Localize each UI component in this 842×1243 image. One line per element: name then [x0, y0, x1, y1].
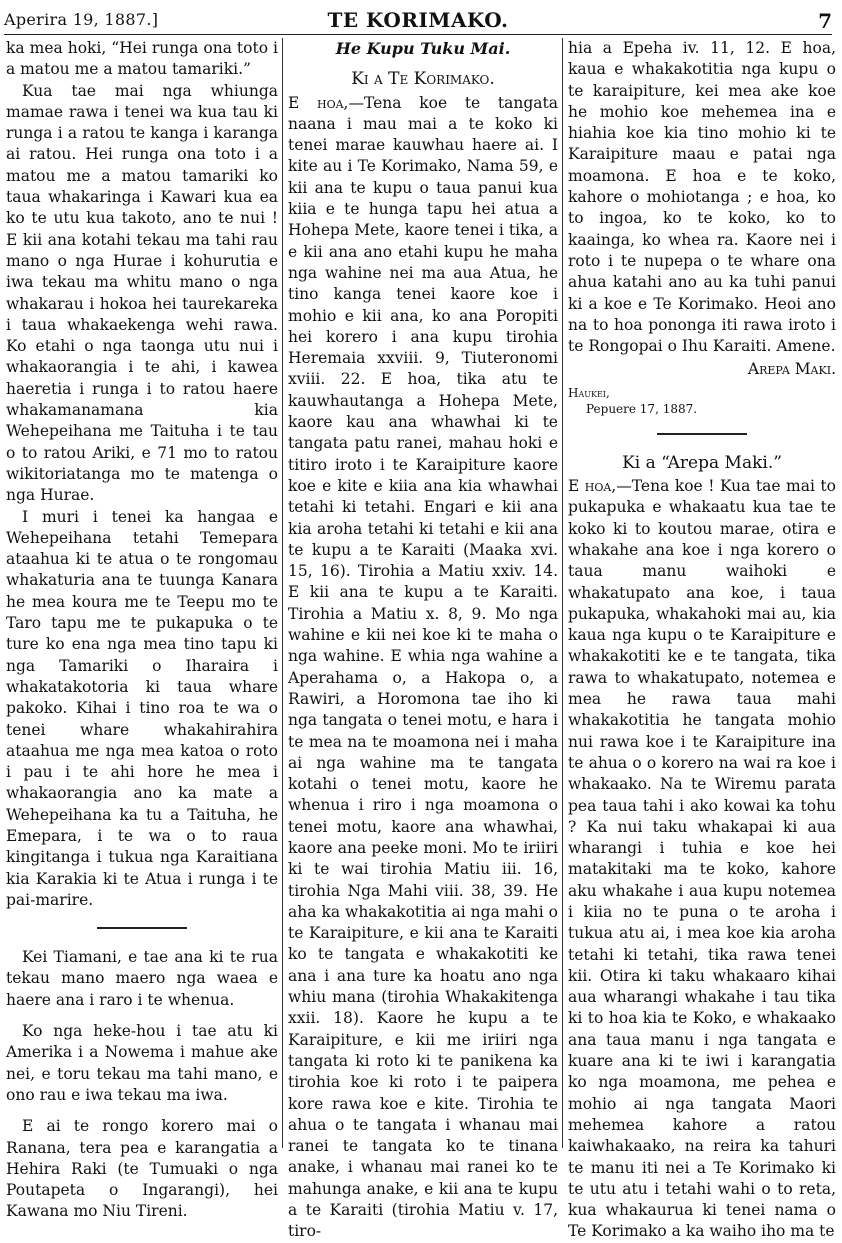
column-divider-2	[562, 38, 563, 1148]
section-separator	[657, 433, 747, 435]
masthead-title: TE KORIMAKO.	[327, 8, 509, 32]
page-header	[4, 6, 832, 34]
news-item: E ai te rongo korero mai o Ranana, tera pea e karangatia a Hehira Raki (te Tumuaki o nga Poutapeta o Ingarangi), hei Kawana mo Niu Tireni.	[6, 1117, 278, 1221]
letter-text: —Tena koe ! Kua tae mai to pukapuka e whakaatu kua tae te koko ki to koutou marae, otira e whakahe ana koe i nga korero o taua manu waihoki e whakatupato ana koe, i taua pukapuka, whakahoki mai au, kia kaua nga kupu o te Karaipiture e whakakotiti ke e te tangata, tika rawa to whakatupato, notemea e mea he rawa taua mahi whakakotitia he tangata mohio nui rawa koe i te Karaipiture ina te ahua o o korero na wai ra koe i whakaako. Na te Wiremu parata pea taua tahi i ako kowai ka tohu ? Ka nui taku whakapai ki aua wharangi i tuhia e koe hei matakitaki ma te koko, kahore aku whakahe i aua kupu notemea i kiia no te puna o te aroha i tukua atu ai, i mea koe kia aroha tetahi ki tetahi, tika rawa tenei kii. Otira ki taku whakaaro kihai aua wharangi whakahe i tau tika ki to hoa kia te Koko, e whakaako ana taua manu i nga tangata e kuare ana ki te iwi i karangatia ko nga moamona, me pehea e mohio ai nga tangata Maori mehemea kahore a ratou kaiwhakaako, na reira ka tahuri te manu iti nei a Te Korimako ki te utu atu i tetahi wahi o to reta, kua whakaurua ki tenei nama o Te Korimako a ka waiho iho ma te	[568, 477, 836, 1241]
letter-continuation: hia a Epeha iv. 11, 12. E hoa, kaua e whakakotitia nga kupu o te karaipiture, kei mea ake koe he mohio koe mehemea ina e hiahia koe kia tino mohio ki te Karaipiture maau e patai nga moamona. E hoa e te koko, kahore o mohiotanga ; e hoa, ko to ingoa, ko te koko, ko to kaainga, ko whea ra. Kaore nei i roto i te nupepa o te whare ona ahua katahi ano au ka tuhi panui ki a koe e Te Korimako. Heoi ano na to hoa pononga iti rawa iroto i te Rongopai o Ihu Karaiti. Amene.	[568, 39, 836, 356]
header-rule	[4, 34, 832, 35]
section-heading: He Kupu Tuku Mai.	[335, 39, 511, 58]
column-divider-1	[282, 38, 283, 1148]
article-paragraph: Kua tae mai nga whiunga mamae rawa i tenei wa kua tau ki runga i a ratou te kanga i karanga ai ratou. Hei runga ona toto i a matou me a matou tamariki ko taua whakaringa i Kawari kua ea ko te utu kua takoto, ano te nui ! E kii ana kotahi tekau ma tahi rau mano o nga Hurae i kohurutia e iwa tekau ma whitu mano o nga whakarau i hokoa hei taurekareka i taua whakaekenga wehi rawa. Ko etahi o nga taonga utu nui i whakaorangia i te ahi, i kawea haeretia i runga i to ratou haere whakamanamana kia Wehepeihana me Taituha i te tau o to ratou Ariki, e 71 mo to ratou wikitoriatanga mo te matenga o nga Hurae.	[6, 81, 278, 505]
news-item: Ko nga heke-hou i tae atu ki Amerika i a Nowema i mahue ake nei, e toru tekau ma tahi mano, e ono rau e iwa tekau ma iwa.	[6, 1022, 278, 1104]
section-separator	[97, 927, 187, 929]
column-3	[568, 38, 836, 1241]
issue-date: Aperira 19, 1887.]	[4, 10, 159, 29]
article-paragraph: I muri i tenei ka hangaa e Wehepeihana tetahi Temepara ataahua ki te atua o te rongomau whakaturia ana te tuunga Kanara he mea koura me te Teepu mo te Taro tapu me te pukapuka o te ture ko ena nga mea tino tapu ki nga Tamariki o Iharaira i whakatakotoria ki taua whare pakoko. Kihai i tino roa te wa o tenei whare whakahirahira ataahua me nga mea katoa o roto i pau i te ahi hore he mea i whakaorangia ano ka mate a Wehepeihana ka tu a Taituha, he Emepara, i te wa o to raua kingitanga i tukua nga Karaitiana kia Karakia ki te Atua i runga i te pai-marire.	[6, 507, 278, 909]
column-2	[288, 38, 558, 1241]
letter-addressee: Ki a “Arepa Maki.”	[622, 452, 782, 473]
article-paragraph: ka mea hoki, “Hei runga ona toto i a matou me a matou tamariki.”	[6, 39, 278, 79]
page-number: 7	[818, 9, 832, 33]
letter-salutation: E hoa,	[568, 477, 617, 496]
letter-addressee: Ki a Te Korimako.	[351, 69, 495, 90]
news-item: Kei Tiamani, e tae ana ki te rua tekau mano maero nga waea e haere ana i raro i te whenua.	[6, 948, 278, 1009]
letter-text: —Tena koe te tangata naana i mau mai a te koko ki tenei marae kauwhau haere ai. I kite au i Te Korimako, Nama 59, e kii ana te kupu o taua panui kua kiia e te hunga tapu hei atua a Hohepa Mete, kaore tenei i tika, a e kii ana ano etahi kupu he maha nga wahine nei ma aua Atua, he tino kanga tenei kaore koe i mohio e kii ana, ko ana Poropiti hei korero i ana kupu tirohia Heremaia xxviii. 9, Tiuteronomi xviii. 22. E hoa, tika atu te kauwhautanga a Hohepa Mete, kaore kau ana whawhai ki te tangata patu ranei, mahau hoki e titiro iroto i te Karaipiture kaore koe e kite e kiia ana kia whawhai tetahi ki tetahi. Engari e kii ana kia aroha tetahi ki tetahi e kii ana te kupu a te Karaiti (Maaka xvi. 15, 16). Tirohia a Matiu xxiv. 14. E kii ana te kupu a te Karaiti. Tirohia a Matiu x. 8, 9. Mo nga wahine e kii nei koe ki te maha o nga wahine. E whia nga wahine a Aperahama o, a Hakopa o, a Rawiri, a Horomona tae iho ki nga tangata o tenei motu, e hara i te mea na te moamona nei i maha ai nga wahine ma te tangata kotahi o tenei motu, kaore he whenua i riro i nga moamona o tenei motu, kaore ana whawhai, kaore ana peeke moni. Mo te iriiri ki te wai tirohia Matiu iii. 16, tirohia Nga Mahi viii. 38, 39. He aha ka whakakotitia ai nga mahi o te Karaipiture, e kii ana te Karaiti ko te tangata e whakakotiti ke ana i ana ture ka hoatu ano nga whiu mana (tirohia Whakakitenga xxii. 18). Kaore he kupu a te Karaipiture, e kii me iriiri nga tangata ki roto ki te panikena ka tirohia koe ki roto i te paipera kore rawa koe e kite. Tirohia te ahua o te tangata i whanau mai ranei te tangata ko te tinana anake, i whanau mai ranei ko te mahunga anake, e kii ana te kupu a te Karaiti (tirohia Matiu v. 17, tiro-	[288, 93, 558, 1241]
letter-signature: Arepa Maki.	[747, 360, 836, 379]
column-1	[6, 38, 278, 1221]
letter-body	[568, 476, 836, 1243]
letter-place: Haukei,	[568, 385, 610, 400]
letter-salutation: E hoa,	[288, 93, 349, 112]
letter-body	[288, 93, 558, 1243]
letter-date: Pepuere 17, 1887.	[586, 401, 698, 416]
